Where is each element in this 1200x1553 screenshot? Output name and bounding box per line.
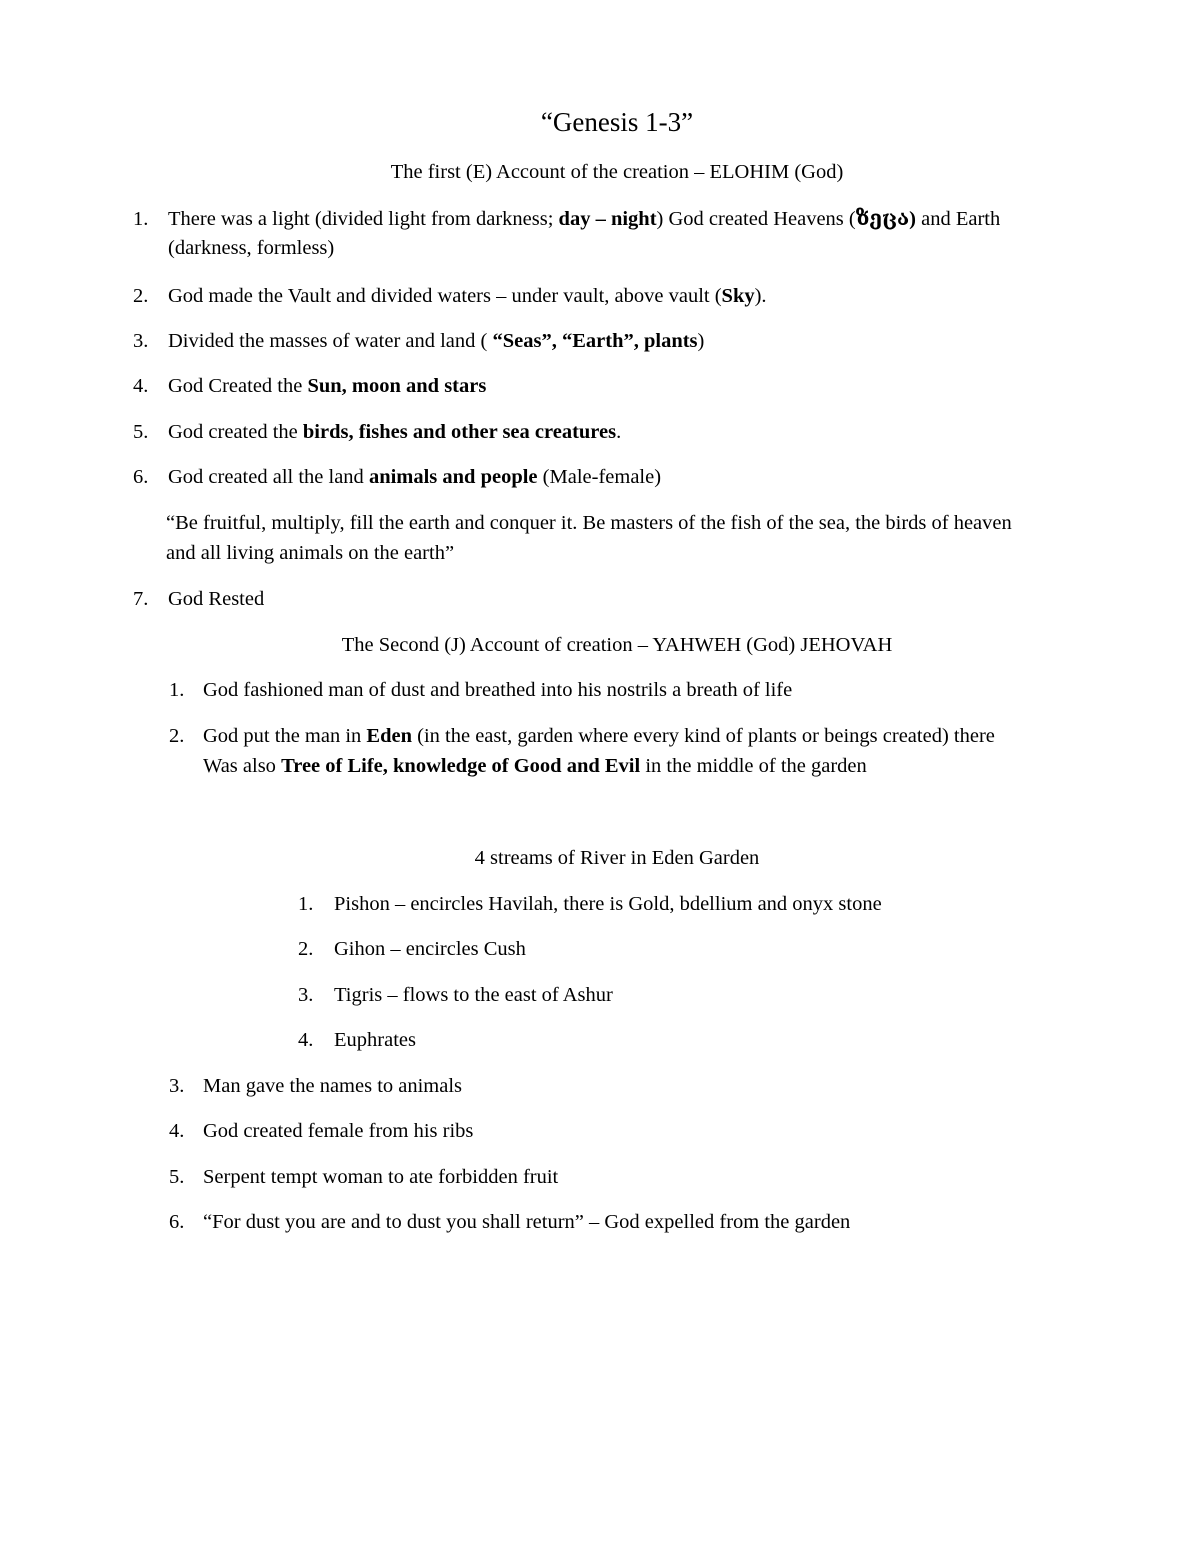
list-item-text: There was a light (divided light from darkness; day – night) God created Heavens (ზეცა) and Earth (168, 208, 1001, 230)
list-item-text: God Rested (168, 588, 265, 610)
list-item-text: God created all the land animals and people (Male-female) (168, 466, 662, 488)
list-item-text: God made the Vault and divided waters – under vault, above vault (Sky). (168, 285, 767, 307)
list-item-text: God created the birds, fishes and other sea creatures. (168, 421, 622, 443)
section-heading-elohim: The first (E) Account of the creation – ELOHIM (God) (390, 161, 844, 183)
list-item-text: Divided the masses of water and land ( “Seas”, “Earth”, plants) (168, 330, 705, 352)
section-heading-yahweh: The Second (J) Account of creation – YAHWEH (God) JEHOVAH (341, 634, 893, 656)
quote-line: and all living animals on the earth” (166, 542, 455, 564)
list-item-text: God Created the Sun, moon and stars (168, 375, 487, 397)
list-item-text: God fashioned man of dust and breathed into his nostrils a breath of life (203, 679, 793, 701)
quote-line: “Be fruitful, multiply, fill the earth and conquer it. Be masters of the fish of the sea, the birds of heaven (166, 512, 1012, 534)
section-heading-streams: 4 streams of River in Eden Garden (474, 847, 760, 869)
document-page: “Genesis 1-3” The first (E) Account of the creation – ELOHIM (God) 1. There was a light (divided light from darkness; day – night) God created Heavens (ზეცა) and Earth (darkness, formless) 2. God made the Vault and divided waters – under vault, above vault (Sky). 3. Divided the masses of water and land ( “Seas”, “Earth”, plants) 4. God Created the Sun, moon and stars 5. God created the birds, fishes and other sea creatures. 6. God created all the land animals and people (Male-female) “Be fruitful, multiply, fill the earth and conquer it. Be masters of the fish of the sea, the birds of heaven and all living animals on the earth” 7. God Rested The Second (J) Account of creation – YAHWEH (God) JEHOVAH 1. God fashioned man of dust and breathed into his nostrils a breath of life 2. God put the man in Eden (in the east, garden where every kind of plants or beings created) there Was also Tree of Life, knowledge of Good and Evil in the middle of the garden 4 streams of River in Eden Garden 1. Pishon – encircles Havilah, there is Gold, bdellium and onyx stone 2. Gihon – encircles Cush 3. Tigris – flows to the east of Ashur 4. Euphrates 3. Man gave the names to animals 4. God created female from his ribs 5. Serpent tempt woman to ate forbidden fruit 6. “For dust you are and to dust you shall return” – God expelled from the garden (0, 0, 1200, 1553)
page-title: “Genesis 1-3” (540, 107, 694, 137)
list-item-text: God put the man in Eden (in the east, garden where every kind of plants or beings created) there (203, 725, 995, 747)
